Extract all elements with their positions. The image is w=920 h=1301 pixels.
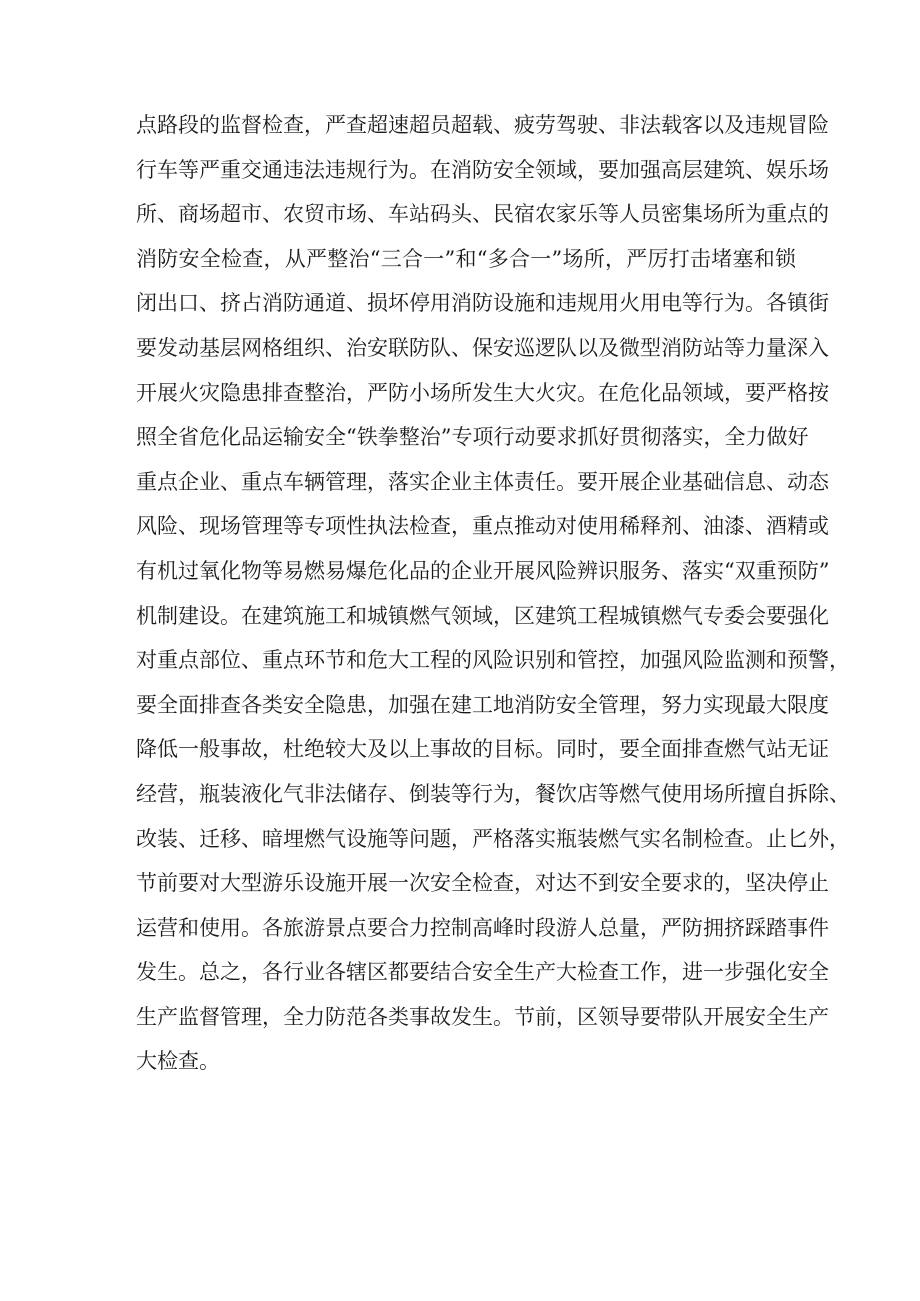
body-paragraph (136, 103, 850, 1084)
text-line: 所、商场超市、农贸市场、车站码头、民宿农家乐等人员密集场所为重点的 (136, 202, 829, 227)
text-line: 闭出口、挤占消防通道、损坏停用消防设施和违规用火用电等行为。各镇街 (136, 291, 829, 316)
text-line: 发生。总之，各行业各辖区都要结合安全生产大检查工作，进一步强化安全 (136, 960, 829, 985)
text-line: 有机过氧化物等易燃易爆危化品的企业开展风险辨识服务、落实“双重预防” (136, 558, 830, 583)
text-line: 节前要对大型游乐设施开展一次安全检查，对达不到安全要求的，坚决停止 (136, 871, 829, 896)
text-line: 点路段的监督检查，严查超速超员超载、疲劳驾驶、非法载客以及违规冒险 (136, 113, 829, 137)
text-line: 重点企业、重点车辆管理，落实企业主体责任。要开展企业基础信息、动态 (136, 469, 829, 494)
text-line: 运营和使用。各旅游景点要合力控制高峰时段游人总量，严防拥挤踩踏事件 (136, 915, 829, 940)
text-line: 经营，瓶装液化气非法储存、倒装等行为，餐饮店等燃气使用场所擅自拆除、 (136, 781, 850, 806)
text-line: 要发动基层网格组织、治安联防队、保安巡逻队以及微型消防站等力量深入 (136, 335, 829, 360)
text-line: 要全面排查各类安全隐患，加强在建工地消防安全管理，努力实现最大限度 (136, 692, 829, 717)
text-line: 消防安全检查，从严整治“三合一”和“多合一”场所，严厉打击堵塞和锁 (136, 246, 796, 271)
text-line: 风险、现场管理等专项性执法检查，重点推动对使用稀释剂、油漆、酒精或 (136, 514, 829, 539)
text-line: 机制建设。在建筑施工和城镇燃气领域，区建筑工程城镇燃气专委会要强化 (136, 603, 829, 628)
text-line: 开展火灾隐患排查整治，严防小场所发生大火灾。在危化品领域，要严格按 (136, 380, 829, 405)
text-line: 生产监督管理，全力防范各类事故发生。节前，区领导要带队开展安全生产 (136, 1004, 829, 1029)
text-line: 大检查。 (136, 1049, 220, 1074)
text-line: 照全省危化品运输安全“铁拳整治”专项行动要求抓好贯彻落实，全力做好 (136, 425, 809, 450)
text-line: 降低一般事故，杜绝较大及以上事故的目标。同时，要全面排查燃气站无证 (136, 737, 829, 762)
text-line: 行车等严重交通违法违规行为。在消防安全领域，要加强高层建筑、娱乐场 (136, 157, 829, 182)
text-line: 改装、迁移、暗埋燃气设施等问题，严格落实瓶装燃气实名制检查。止匕外， (136, 826, 850, 851)
text-line: 对重点部位、重点环节和危大工程的风险识别和管控，加强风险监测和预警， (136, 648, 850, 673)
